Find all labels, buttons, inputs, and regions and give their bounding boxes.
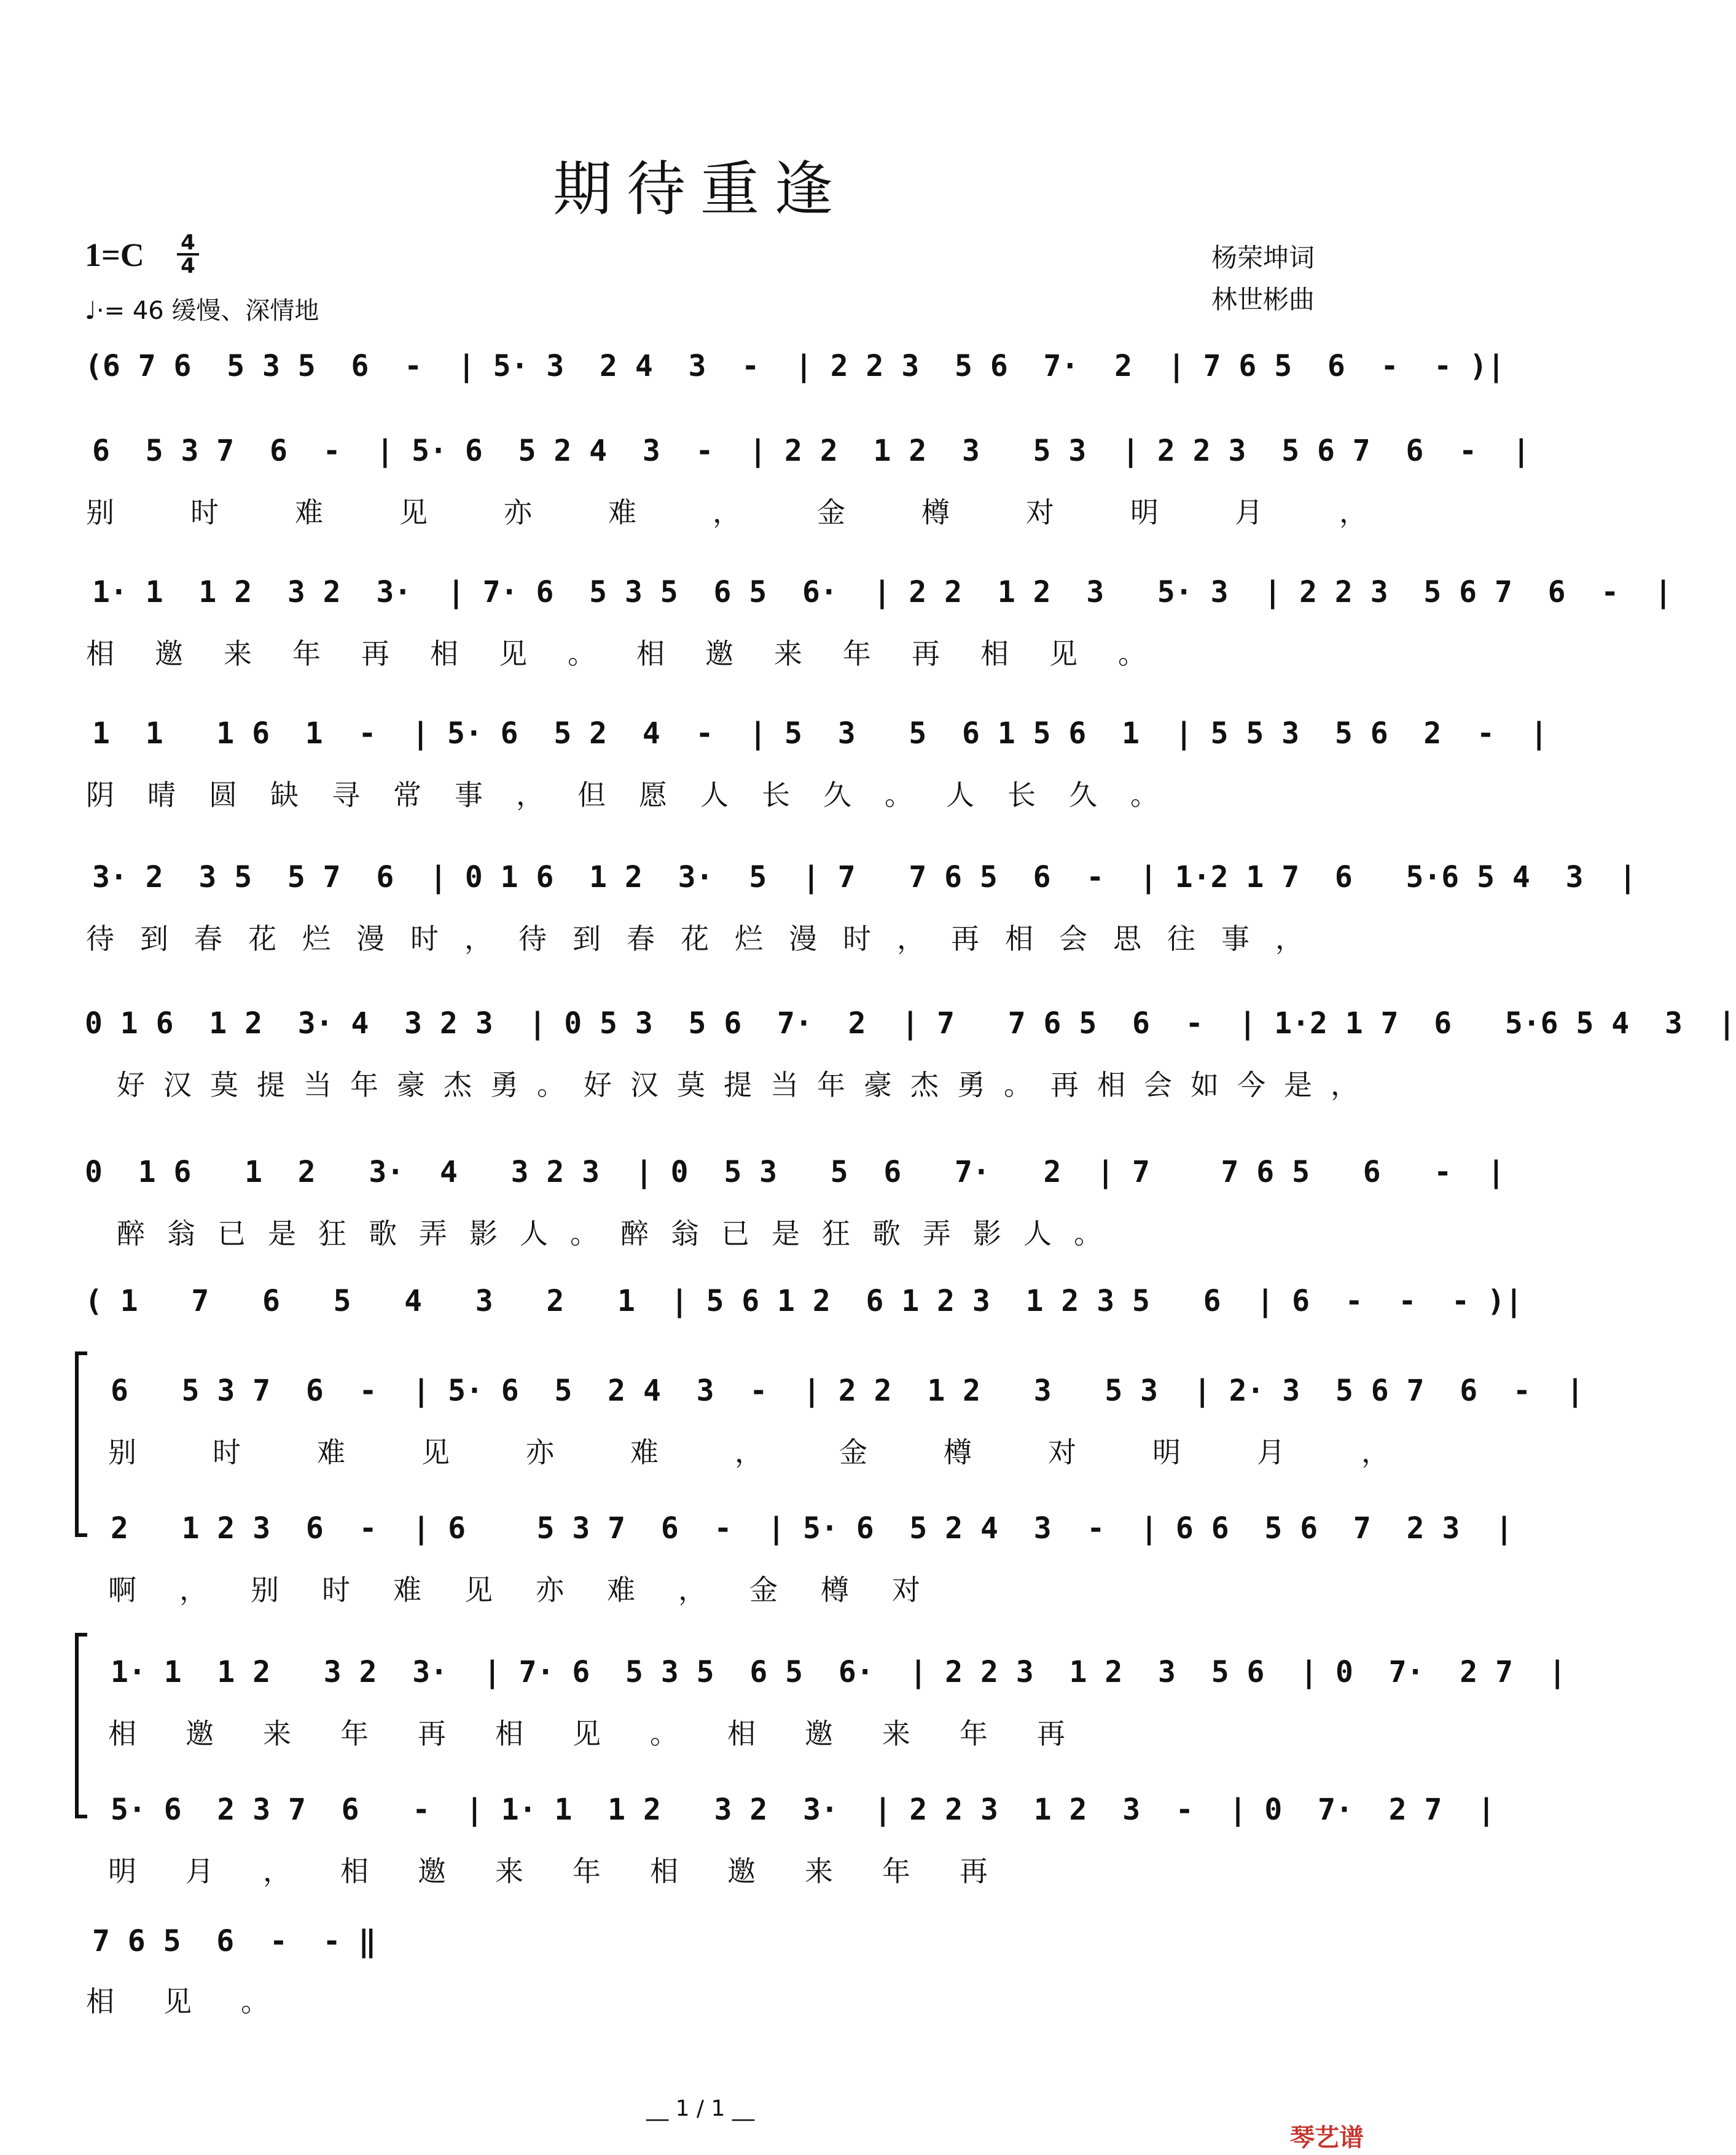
song-title: 期待重逢 (553, 155, 848, 224)
notation-line: 1· 1 1 2 3 2 3· | 7· 6 5 3 5 6 5 6· | 2 2 1 2 3 5· 3 | 2 2 3 5 6 7 6 - | (92, 575, 1672, 609)
notation-line: 5· 6 2 3 7 6 - | 1· 1 1 2 3 2 3· | 2 2 3 1 2 3 - | 0 7· 2 7 | (111, 1793, 1496, 1827)
notation-line: (6 7 6 5 3 5 6 - | 5· 3 2 4 3 - | 2 2 3 5 6 7· 2 | 7 6 5 6 - - )| (85, 349, 1505, 383)
time-signature (177, 232, 199, 276)
lyric-line: 别时难见亦难，金樽对明月， (86, 496, 1444, 529)
lyric-line: 明月，相邀来年相邀来年再 (108, 1855, 1037, 1888)
watermark-logo: 琴艺谱 (1290, 2124, 1364, 2152)
time-signature-numerator: 4 (177, 232, 199, 256)
part-brace (75, 1351, 87, 1537)
key-signature: 1=C (85, 237, 144, 273)
notation-line: 0 1 6 1 2 3· 4 3 2 3 | 0 5 3 5 6 7· 2 | 7 7 6 5 6 - | (85, 1155, 1505, 1189)
notation-line: 1 1 1 6 1 - | 5· 6 5 2 4 - | 5 3 5 6 1 5 6 1 | 5 5 3 5 6 2 - | (92, 716, 1548, 751)
composer: 林世彬曲 (1211, 284, 1315, 315)
notation-line: 1· 1 1 2 3 2 3· | 7· 6 5 3 5 6 5 6· | 2 2 3 1 2 3 5 6 | 0 7· 2 7 | (111, 1655, 1566, 1689)
lyric-line: 待到春花烂漫时，待到春花烂漫时，再相会思往事， (86, 922, 1329, 955)
lyric-line: 相邀来年再相见。相邀来年再相见。 (86, 637, 1187, 670)
part-brace (75, 1633, 87, 1818)
credits (1211, 237, 1315, 321)
lyricist: 杨荣坤词 (1211, 243, 1315, 273)
lyric-line: 啊，别时难见亦难，金樽对 (108, 1573, 963, 1606)
notation-line: 2 1 2 3 6 - | 6 5 3 7 6 - | 5· 6 5 2 4 3 - | 6 6 5 6 7 2 3 | (111, 1511, 1513, 1546)
lyric-line: 好汉莫提当年豪杰勇。好汉莫提当年豪杰勇。再相会如今是， (117, 1068, 1377, 1101)
notation-line: 3· 2 3 5 5 7 6 | 0 1 6 1 2 3· 5 | 7 7 6 5 6 - | 1·2 1 7 6 5·6 5 4 3 | (92, 860, 1637, 894)
lyric-line: 相见。 (86, 1985, 318, 2018)
notation-line: 7 6 5 6 - - ‖ (92, 1924, 377, 1958)
notation-line: 6 5 3 7 6 - | 5· 6 5 2 4 3 - | 2 2 1 2 3 5 3 | 2 2 3 5 6 7 6 - | (92, 434, 1530, 468)
page-indicator: __ 1 / 1 __ (646, 2096, 754, 2121)
notation-line: ( 1 7 6 5 4 3 2 1 | 5 6 1 2 6 1 2 3 1 2 3 5 6 | 6 - - - )| (85, 1284, 1523, 1318)
lyric-line: 相邀来年再相见。相邀来年再 (108, 1717, 1114, 1750)
lyric-line: 阴晴圆缺寻常事，但愿人长久。人长久。 (86, 778, 1192, 812)
lyric-line: 别时难见亦难，金樽对明月， (108, 1436, 1466, 1469)
time-signature-denominator: 4 (181, 254, 195, 278)
notation-line: 0 1 6 1 2 3· 4 3 2 3 | 0 5 3 5 6 7· 2 | 7 7 6 5 6 - | 1·2 1 7 6 5·6 5 4 3 | (85, 1006, 1736, 1041)
lyric-line: 醉翁已是狂歌弄影人。醉翁已是狂歌弄影人。 (117, 1217, 1124, 1250)
notation-line: 6 5 3 7 6 - | 5· 6 5 2 4 3 - | 2 2 1 2 3 5 3 | 2· 3 5 6 7 6 - | (111, 1374, 1584, 1408)
tempo-marking: ♩·= 46 缓慢、深情地 (85, 297, 319, 325)
